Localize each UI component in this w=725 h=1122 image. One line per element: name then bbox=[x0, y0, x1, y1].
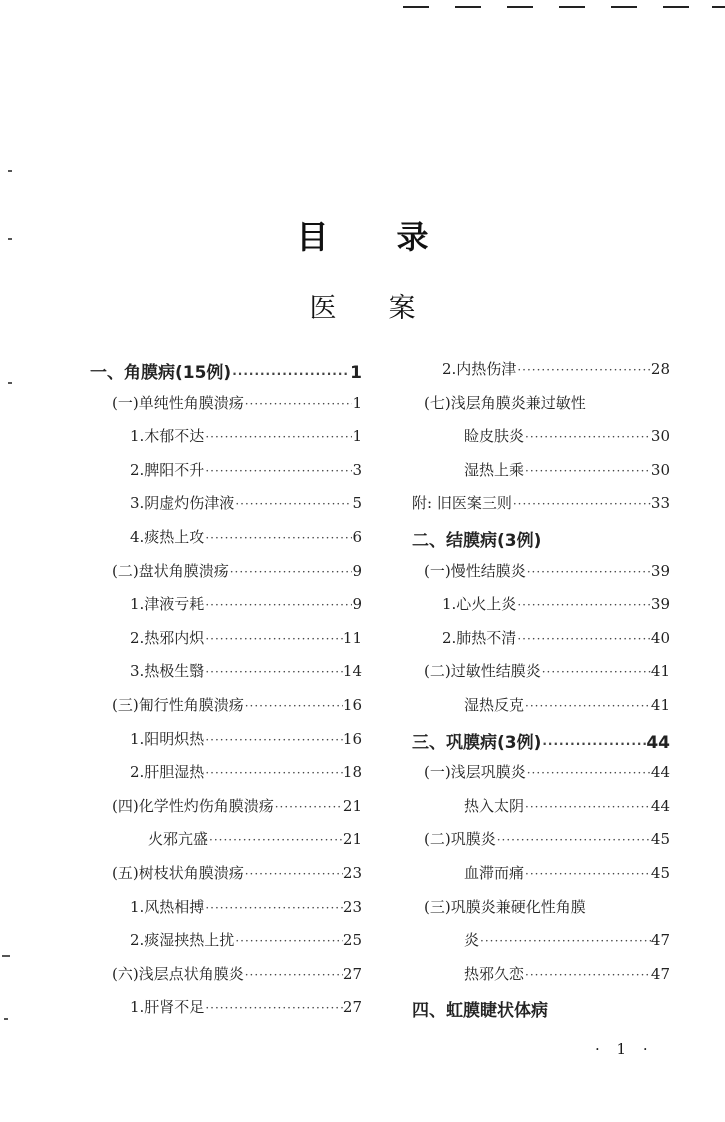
page-title bbox=[0, 212, 725, 258]
toc-entry-title: (六)浅层点状角膜炎 bbox=[112, 964, 244, 983]
toc-entry bbox=[412, 593, 670, 627]
toc-entry bbox=[412, 660, 670, 694]
toc-entry bbox=[90, 392, 362, 426]
toc-leader-dots bbox=[524, 968, 651, 982]
toc-entry bbox=[412, 392, 670, 426]
toc-entry-title: (二)过敏性结膜炎 bbox=[424, 662, 541, 681]
scan-speck bbox=[2, 955, 10, 957]
toc-leader-dots bbox=[208, 833, 343, 847]
toc-leader-dots bbox=[244, 968, 343, 982]
toc-entry bbox=[412, 896, 670, 930]
toc-entry-page: 40 bbox=[650, 628, 670, 647]
toc-entry-title: 一、角膜病(15例) bbox=[90, 363, 232, 383]
toc-leader-dots bbox=[526, 766, 651, 780]
toc-entry-title: 热入太阴 bbox=[464, 796, 525, 815]
toc-entry-title: 2.肝胆湿热 bbox=[130, 763, 205, 782]
toc-entry bbox=[90, 694, 362, 728]
toc-entry-title: 1.津液亏耗 bbox=[130, 595, 205, 614]
toc-entry bbox=[90, 492, 362, 526]
toc-entry-page: 6 bbox=[352, 527, 362, 546]
toc-entry bbox=[90, 425, 362, 459]
toc-entry bbox=[90, 862, 362, 896]
toc-entry-page: 44 bbox=[650, 763, 670, 782]
toc-entry bbox=[90, 761, 362, 795]
toc-entry-page: 45 bbox=[650, 863, 670, 882]
toc-leader-dots bbox=[516, 632, 651, 646]
toc-leader-dots bbox=[204, 1001, 343, 1015]
toc-leader-dots bbox=[516, 598, 651, 612]
toc-entry bbox=[412, 862, 670, 896]
toc-entry-page: 41 bbox=[650, 695, 670, 714]
top-mark bbox=[611, 6, 637, 8]
toc-entry bbox=[412, 929, 670, 963]
scan-speck bbox=[4, 1018, 8, 1020]
toc-entry-title: (三)巩膜炎兼硬化性角膜 bbox=[424, 897, 586, 916]
toc-entry bbox=[412, 761, 670, 795]
toc-entry bbox=[412, 425, 670, 459]
toc-entry-title: 4.痰热上攻 bbox=[130, 527, 205, 546]
toc-entry-title: 1.木郁不达 bbox=[130, 427, 205, 446]
toc-entry-title: 2.肺热不清 bbox=[442, 628, 517, 647]
toc-leader-dots bbox=[524, 464, 651, 478]
toc-entry-title: (二)巩膜炎 bbox=[424, 830, 496, 849]
toc-leader-dots bbox=[524, 699, 651, 713]
toc-entry-page: 1 bbox=[352, 393, 362, 412]
toc-leader-dots bbox=[496, 833, 651, 847]
toc-entry-title: (一)浅层巩膜炎 bbox=[424, 763, 526, 782]
toc-leader-dots bbox=[204, 598, 352, 612]
toc-entry-page: 47 bbox=[650, 964, 670, 983]
toc-leader-dots bbox=[204, 733, 343, 747]
toc-entry bbox=[412, 694, 670, 728]
toc-entry bbox=[412, 795, 670, 829]
toc-entry bbox=[412, 627, 670, 661]
toc-entry bbox=[412, 560, 670, 594]
toc-entry-page: 27 bbox=[342, 964, 362, 983]
toc-entry bbox=[412, 358, 670, 392]
toc-entry bbox=[90, 929, 362, 963]
toc-entry bbox=[90, 828, 362, 862]
toc-leader-dots bbox=[541, 737, 646, 751]
toc-entry-title: 湿热上乘 bbox=[464, 460, 525, 479]
toc-leader-dots bbox=[244, 397, 353, 411]
toc-entry-page: 39 bbox=[650, 595, 670, 614]
toc-entry-title: 1.肝肾不足 bbox=[130, 998, 205, 1017]
toc-entry-title: 炎 bbox=[464, 931, 480, 950]
toc-entry bbox=[90, 459, 362, 493]
toc-entry-page: 41 bbox=[650, 662, 670, 681]
toc-leader-dots bbox=[512, 497, 651, 511]
toc-entry-page: 11 bbox=[342, 628, 362, 647]
section-subtitle bbox=[0, 286, 725, 325]
toc-entry-title: (四)化学性灼伤角膜溃疡 bbox=[112, 796, 274, 815]
toc-entry-page: 1 bbox=[350, 363, 362, 383]
subtitle-char-2: 案 bbox=[388, 293, 416, 324]
toc-entry-title: (五)树枝状角膜溃疡 bbox=[112, 863, 244, 882]
toc-entry-page: 16 bbox=[342, 695, 362, 714]
toc-leader-dots bbox=[524, 800, 651, 814]
toc-entry-page: 27 bbox=[342, 998, 362, 1017]
toc-leader-dots bbox=[524, 867, 651, 881]
toc-entry-page: 1 bbox=[352, 427, 362, 446]
toc-entry-page: 44 bbox=[650, 796, 670, 815]
toc-entry-title: 2.内热伤津 bbox=[442, 360, 517, 378]
scan-speck bbox=[8, 170, 12, 172]
toc-left-column bbox=[90, 358, 362, 1030]
toc-entry bbox=[90, 896, 362, 930]
toc-entry-title: (一)单纯性角膜溃疡 bbox=[112, 393, 244, 412]
toc-entry-title: 四、虹膜睫状体病 bbox=[412, 1001, 548, 1022]
toc-leader-dots bbox=[479, 934, 651, 948]
toc-entry-title: 热邪久恋 bbox=[464, 964, 525, 983]
toc-entry-title: 2.脾阳不升 bbox=[130, 460, 205, 479]
toc-entry-title: (一)慢性结膜炎 bbox=[424, 561, 526, 580]
title-char-1: 目 bbox=[296, 218, 329, 256]
toc-entry-page: 16 bbox=[342, 729, 362, 748]
toc-leader-dots bbox=[204, 665, 343, 679]
toc-leader-dots bbox=[234, 497, 352, 511]
top-mark bbox=[559, 6, 585, 8]
toc-entry bbox=[90, 996, 362, 1030]
toc-entry-page: 45 bbox=[650, 830, 670, 849]
toc-leader-dots bbox=[204, 430, 352, 444]
toc-entry-title: 2.痰湿挟热上扰 bbox=[130, 931, 235, 950]
toc-leader-dots bbox=[234, 934, 343, 948]
scan-speck bbox=[8, 382, 12, 384]
toc-entry bbox=[90, 593, 362, 627]
toc-entry-page: 18 bbox=[342, 763, 362, 782]
toc-entry-title: 3.热极生翳 bbox=[130, 662, 205, 681]
toc-entry-page: 3 bbox=[352, 460, 362, 479]
toc-entry-title: 1.心火上炎 bbox=[442, 595, 517, 614]
toc-entry-title: 湿热反克 bbox=[464, 695, 525, 714]
toc-entry-page: 30 bbox=[650, 427, 670, 446]
toc-entry-title: 1.风热相搏 bbox=[130, 897, 205, 916]
toc-entry bbox=[90, 795, 362, 829]
toc-leader-dots bbox=[244, 699, 343, 713]
toc-entry-page: 44 bbox=[646, 732, 670, 753]
toc-entry-page: 28 bbox=[650, 360, 670, 378]
toc-entry-page: 9 bbox=[352, 595, 362, 614]
toc-entry-page: 30 bbox=[650, 460, 670, 479]
toc-entry-page: 9 bbox=[352, 561, 362, 580]
toc-entry bbox=[90, 526, 362, 560]
toc-leader-dots bbox=[524, 430, 651, 444]
toc-right-column bbox=[412, 358, 670, 1030]
toc-entry-title: 2.热邪内炽 bbox=[130, 628, 205, 647]
top-mark bbox=[712, 6, 725, 8]
toc-leader-dots bbox=[204, 531, 352, 545]
toc-entry-title: 3.阴虚灼伤津液 bbox=[130, 494, 235, 513]
toc-leader-dots bbox=[204, 901, 343, 915]
toc-leader-dots bbox=[229, 565, 353, 579]
subtitle-char-1: 医 bbox=[309, 293, 337, 324]
toc-entry-title: 1.阳明炽热 bbox=[130, 729, 205, 748]
toc-entry bbox=[90, 660, 362, 694]
top-mark bbox=[403, 6, 429, 8]
title-char-2: 录 bbox=[396, 218, 429, 256]
toc-entry bbox=[412, 963, 670, 997]
toc-entry-page: 33 bbox=[650, 494, 670, 513]
toc-entry bbox=[412, 459, 670, 493]
toc-entry bbox=[412, 996, 670, 1030]
toc-entry-title: 三、巩膜病(3例) bbox=[412, 732, 542, 753]
toc-entry-page: 5 bbox=[352, 494, 362, 513]
toc-entry bbox=[90, 358, 362, 392]
toc-entry-title: (七)浅层角膜炎兼过敏性 bbox=[424, 393, 586, 412]
toc-leader-dots bbox=[526, 565, 651, 579]
toc-entry-page: 21 bbox=[342, 796, 362, 815]
toc-entry bbox=[412, 492, 670, 526]
page-number: · 1 · bbox=[595, 1040, 654, 1058]
toc-entry-title: 附: 旧医案三则 bbox=[412, 494, 512, 513]
toc-entry-page: 39 bbox=[650, 561, 670, 580]
toc-entry-title: (二)盘状角膜溃疡 bbox=[112, 561, 229, 580]
toc-leader-dots bbox=[244, 867, 343, 881]
top-mark bbox=[455, 6, 481, 8]
toc-entry bbox=[90, 963, 362, 997]
toc-entry-page: 25 bbox=[342, 931, 362, 950]
toc-entry bbox=[90, 728, 362, 762]
toc-entry-title: 二、结膜病(3例) bbox=[412, 530, 542, 551]
toc-entry bbox=[90, 627, 362, 661]
toc-leader-dots bbox=[516, 363, 651, 377]
toc-entry-title: (三)匍行性角膜溃疡 bbox=[112, 695, 244, 714]
toc-entry-title: 睑皮肤炎 bbox=[464, 427, 525, 446]
top-mark bbox=[507, 6, 533, 8]
toc-entry-title: 火邪亢盛 bbox=[148, 830, 209, 849]
top-mark bbox=[663, 6, 689, 8]
toc-entry bbox=[90, 560, 362, 594]
toc-leader-dots bbox=[541, 665, 651, 679]
toc-leader-dots bbox=[204, 766, 343, 780]
toc-entry bbox=[412, 828, 670, 862]
toc-entry-page: 14 bbox=[342, 662, 362, 681]
toc-entry-page: 21 bbox=[342, 830, 362, 849]
toc-entry-page: 47 bbox=[650, 931, 670, 950]
toc-leader-dots bbox=[231, 367, 350, 381]
toc-entry-page: 23 bbox=[342, 897, 362, 916]
toc-entry-page: 23 bbox=[342, 863, 362, 882]
toc-entry-title: 血滞而痛 bbox=[464, 863, 525, 882]
toc-entry bbox=[412, 526, 670, 560]
toc-entry bbox=[412, 728, 670, 762]
toc-leader-dots bbox=[204, 632, 343, 646]
toc-leader-dots bbox=[274, 800, 343, 814]
toc-leader-dots bbox=[204, 464, 352, 478]
